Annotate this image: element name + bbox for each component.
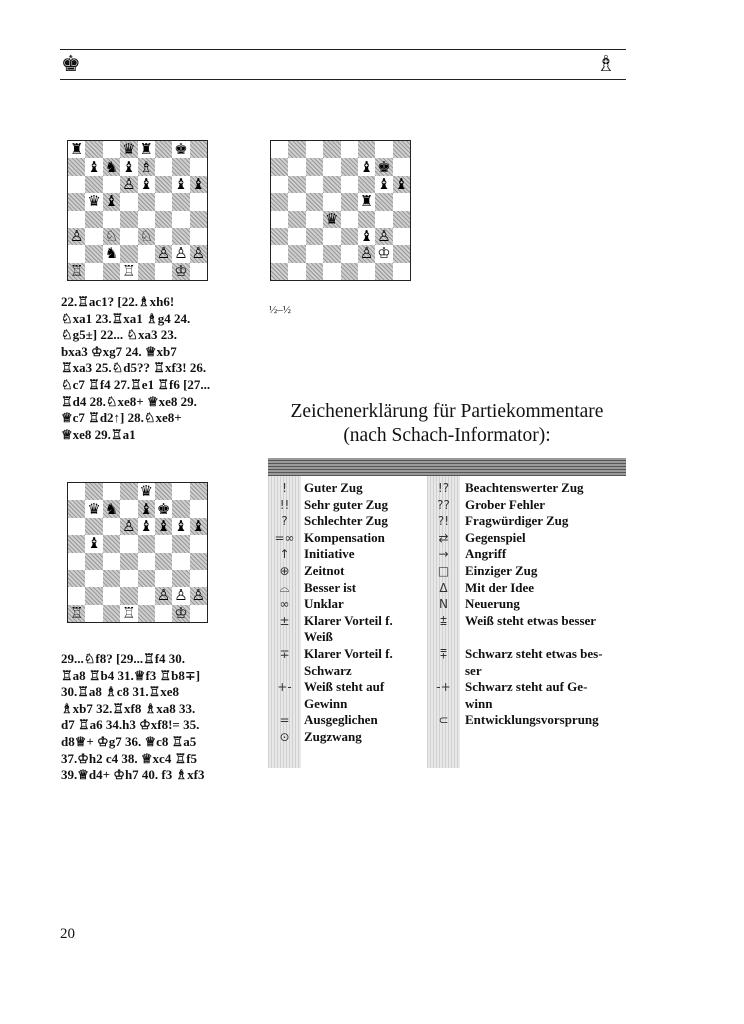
legend-symbol: ⊙ <box>279 730 290 744</box>
board-square: ♘ <box>139 227 153 246</box>
board-square <box>103 587 120 604</box>
board-square <box>103 605 120 622</box>
board-square: ♔ <box>174 261 188 280</box>
legend-symbol: ∓ <box>279 647 290 661</box>
board-square <box>323 228 340 245</box>
symbol-legend <box>268 458 626 768</box>
board-square: ♝ <box>377 174 391 193</box>
board-square <box>68 211 85 228</box>
board-square <box>155 483 172 500</box>
board-square <box>103 553 120 570</box>
board-square: ♙ <box>69 227 84 246</box>
board-square <box>190 500 207 517</box>
page-number: 20 <box>60 926 75 942</box>
legend-label: Sehr guter Zug <box>304 496 389 512</box>
legend-label: Schwarz steht etwas bes- <box>465 646 603 661</box>
game-notation-2 <box>61 651 227 784</box>
board-square <box>68 570 85 587</box>
board-square <box>85 263 102 280</box>
board-square: ♘ <box>104 227 119 246</box>
board-square <box>120 193 137 210</box>
legend-label: Schwarz steht auf Ge- <box>465 679 588 695</box>
board-square <box>138 535 155 552</box>
header-bottom-rule <box>60 79 626 80</box>
legend-label: Angriff <box>465 546 507 562</box>
notation-line: 30.♖a8 ♗c8 31.♖xe8 <box>61 684 180 700</box>
board-square <box>155 605 172 622</box>
chess-diagram-3 <box>67 482 208 623</box>
game-notation-1 <box>61 294 227 443</box>
legend-title-line-1: Zeichenerklärung für Partiekommentare <box>290 401 604 422</box>
board-square <box>306 141 323 158</box>
legend-label: Initiative <box>304 546 355 562</box>
board-square: ♛ <box>325 209 339 228</box>
board-square <box>68 587 85 604</box>
board-square <box>306 158 323 175</box>
board-square <box>103 141 120 158</box>
board-square <box>288 263 305 280</box>
board-square: ♚ <box>377 157 391 176</box>
legend-symbol: ⊕ <box>279 564 290 578</box>
board-square <box>85 570 102 587</box>
legend-label: Klarer Vorteil f. <box>304 612 393 628</box>
board-square: ♝ <box>139 499 153 518</box>
legend-label: Gewinn <box>304 695 348 711</box>
board-square <box>288 176 305 193</box>
board-square <box>103 570 120 587</box>
board-square <box>306 193 323 210</box>
legend-symbol: Δ <box>439 580 448 595</box>
board-square <box>323 193 340 210</box>
board-square <box>358 263 375 280</box>
legend-label: Mit der Idee <box>465 579 535 595</box>
board-square <box>155 141 172 158</box>
board-square: ♛ <box>122 140 136 159</box>
legend-symbol: ∞ <box>279 597 290 612</box>
board-square <box>120 535 137 552</box>
white-bishop-icon: ♗ <box>596 52 616 77</box>
board-square <box>138 211 155 228</box>
board-square <box>190 483 207 500</box>
board-square <box>190 193 207 210</box>
board-square <box>393 245 410 262</box>
board-square: ♝ <box>156 516 171 535</box>
legend-symbol: ?? <box>437 497 450 512</box>
board-square: ♝ <box>359 227 374 246</box>
board-square: ♙ <box>377 227 391 246</box>
board-square <box>271 211 288 228</box>
chess-diagram-2 <box>270 140 411 281</box>
legend-symbol: ? <box>281 514 288 529</box>
board-square <box>138 587 155 604</box>
legend-label: Unklar <box>304 596 344 612</box>
board-square <box>341 141 358 158</box>
board-square <box>323 158 340 175</box>
legend-label: Gegenspiel <box>465 529 526 545</box>
board-square <box>85 141 102 158</box>
legend-symbol: □ <box>437 564 450 578</box>
board-square <box>103 535 120 552</box>
board-square <box>341 263 358 280</box>
board-square: ♞ <box>104 157 119 176</box>
board-square <box>190 605 207 622</box>
board-square: ♚ <box>156 499 171 518</box>
board-square <box>155 158 172 175</box>
legend-label: Einziger Zug <box>465 563 538 578</box>
board-square <box>323 141 340 158</box>
legend-title-line-2: (nach Schach-Informator): <box>343 425 551 446</box>
board-square <box>172 500 189 517</box>
board-square <box>68 553 85 570</box>
board-square <box>85 518 102 535</box>
board-square: ♞ <box>104 244 119 263</box>
legend-label: Zugzwang <box>304 729 362 744</box>
board-square <box>393 193 410 210</box>
legend-label: Kompensation <box>304 529 385 545</box>
board-square <box>138 553 155 570</box>
board-square <box>271 176 288 193</box>
board-square: ♖ <box>122 603 136 622</box>
board-square <box>138 263 155 280</box>
board-square <box>68 483 85 500</box>
board-square <box>375 193 392 210</box>
board-square <box>306 263 323 280</box>
board-square: ♝ <box>174 516 188 535</box>
board-square: ♖ <box>69 261 84 280</box>
board-square <box>103 518 120 535</box>
notation-line: ♖a8 ♖b4 31.♕f3 ♖b8∓] <box>61 667 201 683</box>
legend-symbol: = <box>279 713 290 728</box>
board-square <box>120 570 137 587</box>
board-square <box>172 211 189 228</box>
board-square: ♙ <box>122 174 136 193</box>
board-square <box>103 483 120 500</box>
board-square: ♔ <box>377 244 391 263</box>
board-square <box>375 211 392 228</box>
board-square: ♙ <box>156 244 171 263</box>
legend-header-bar <box>268 458 626 476</box>
legend-label: Ausgeglichen <box>304 712 378 728</box>
board-square <box>341 158 358 175</box>
board-square <box>155 228 172 245</box>
board-square <box>155 211 172 228</box>
board-square <box>120 228 137 245</box>
legend-label: ser <box>465 662 482 678</box>
top-rule <box>60 49 626 50</box>
notation-line: ♕xe8 29.♖a1 <box>61 426 136 442</box>
legend-symbol: ⩱ <box>439 647 447 661</box>
board-square <box>271 158 288 175</box>
board-square <box>341 211 358 228</box>
notation-line: 22.♖ac1? [22.♗xh6! <box>61 294 175 309</box>
board-square <box>120 553 137 570</box>
board-square <box>323 263 340 280</box>
board-square <box>288 158 305 175</box>
legend-symbol: !! <box>279 497 290 512</box>
legend-label: Schwarz <box>304 662 352 678</box>
board-square: ♙ <box>359 244 374 263</box>
board-square: ♝ <box>104 192 119 211</box>
board-square <box>138 245 155 262</box>
board-square: ♝ <box>394 174 409 193</box>
board-square <box>68 158 85 175</box>
legend-label: Weiß <box>304 629 333 645</box>
board-square <box>103 263 120 280</box>
board-square <box>375 141 392 158</box>
board-square <box>172 193 189 210</box>
board-square: ♙ <box>122 516 136 535</box>
board-square <box>190 263 207 280</box>
board-square <box>120 500 137 517</box>
board-square: ♜ <box>69 140 84 159</box>
board-square <box>68 518 85 535</box>
board-square: ♝ <box>174 174 188 193</box>
legend-symbol: ⇄ <box>438 530 449 545</box>
game-result: ½–½ <box>269 304 291 316</box>
legend-symbol: -+ <box>436 680 451 695</box>
board-square <box>103 176 120 193</box>
board-square: ♝ <box>87 157 101 176</box>
board-square: ♙ <box>174 244 188 263</box>
legend-symbol: +- <box>277 680 292 695</box>
legend-symbol: ± <box>279 613 290 628</box>
board-square <box>271 193 288 210</box>
board-square <box>288 245 305 262</box>
legend-label: Neuerung <box>465 596 520 612</box>
legend-symbol: ↑ <box>279 547 290 562</box>
board-square <box>172 158 189 175</box>
legend-label: Guter Zug <box>304 480 363 495</box>
board-square <box>358 141 375 158</box>
board-square <box>120 483 137 500</box>
notation-line: ♘g5±] 22... ♘xa3 23. <box>61 327 178 343</box>
board-square <box>155 553 172 570</box>
board-square <box>155 176 172 193</box>
board-square <box>68 193 85 210</box>
board-square <box>172 553 189 570</box>
board-square <box>393 141 410 158</box>
notation-line: 29...♘f8? [29...♖f4 30. <box>61 651 186 666</box>
notation-line: bxa3 ♔xg7 24. ♕xb7 <box>61 343 177 359</box>
board-square <box>85 605 102 622</box>
legend-label: Weiß steht auf <box>304 679 385 695</box>
notation-line: ♘c7 ♖f4 27.♖e1 ♖f6 [27... <box>61 376 211 392</box>
board-square: ♝ <box>87 534 101 553</box>
board-square <box>85 245 102 262</box>
board-square <box>68 500 85 517</box>
legend-label: Weiß steht etwas besser <box>465 612 597 628</box>
board-square <box>341 228 358 245</box>
legend-label: Entwicklungsvorsprung <box>465 712 599 728</box>
board-square <box>138 193 155 210</box>
board-square <box>190 553 207 570</box>
board-square <box>341 176 358 193</box>
board-square: ♙ <box>191 244 206 263</box>
board-square <box>172 535 189 552</box>
board-square <box>190 570 207 587</box>
board-square <box>306 228 323 245</box>
board-square <box>190 158 207 175</box>
board-square <box>85 228 102 245</box>
board-square: ♝ <box>191 174 206 193</box>
legend-symbol: ⌓ <box>279 580 290 595</box>
board-square: ♛ <box>87 499 101 518</box>
board-square <box>306 245 323 262</box>
board-square <box>271 228 288 245</box>
board-square <box>155 193 172 210</box>
board-square <box>138 570 155 587</box>
notation-line: ♖xa3 25.♘d5?? ♖xf3! 26. <box>61 360 207 376</box>
board-square: ♝ <box>359 157 374 176</box>
legend-symbol: ?! <box>437 514 450 529</box>
board-square <box>393 158 410 175</box>
board-square <box>288 141 305 158</box>
board-square: ♖ <box>69 603 84 622</box>
legend-symbol: → <box>438 547 449 562</box>
board-square <box>358 211 375 228</box>
board-square <box>68 176 85 193</box>
board-square <box>120 211 137 228</box>
black-king-icon: ♚ <box>61 52 81 77</box>
board-square: ♝ <box>122 157 136 176</box>
notation-line: ♖d4 28.♘xe8+ ♕xe8 29. <box>61 393 197 409</box>
legend-label: Grober Fehler <box>465 496 546 512</box>
legend-label: Zeitnot <box>304 563 345 578</box>
board-square <box>155 535 172 552</box>
board-square: ♔ <box>174 603 188 622</box>
legend-symbol: !? <box>437 481 450 495</box>
board-square <box>68 535 85 552</box>
board-square <box>85 553 102 570</box>
board-square: ♙ <box>174 586 188 605</box>
board-square <box>358 176 375 193</box>
board-square <box>155 570 172 587</box>
board-square <box>190 535 207 552</box>
chess-diagram-1 <box>67 140 208 281</box>
board-square <box>323 245 340 262</box>
board-square: ♛ <box>139 482 153 501</box>
board-square <box>138 605 155 622</box>
board-square: ♝ <box>139 516 153 535</box>
notation-line: ♗xb7 32.♖xf8 ♗xa8 33. <box>61 700 196 716</box>
board-square <box>85 211 102 228</box>
board-square <box>120 587 137 604</box>
board-square <box>103 211 120 228</box>
board-square: ♛ <box>87 192 101 211</box>
legend-label: Klarer Vorteil f. <box>304 646 393 661</box>
board-square <box>85 483 102 500</box>
notation-line: ♘xa1 23.♖xa1 ♗g4 24. <box>61 310 191 326</box>
board-square: ♝ <box>139 174 153 193</box>
board-square <box>190 228 207 245</box>
board-square <box>172 228 189 245</box>
notation-line: d7 ♖a6 34.h3 ♔xf8!= 35. <box>61 717 200 733</box>
board-square <box>375 263 392 280</box>
board-square <box>393 228 410 245</box>
board-square <box>341 245 358 262</box>
legend-label: Besser ist <box>304 579 357 595</box>
notation-line: 39.♕d4+ ♔h7 40. f3 ♗xf3 <box>61 767 205 783</box>
board-square <box>323 176 340 193</box>
board-square <box>155 263 172 280</box>
legend-symbol: ! <box>282 481 287 495</box>
board-square <box>306 176 323 193</box>
legend-symbol: ⩲ <box>439 613 447 628</box>
notation-line: d8♕+ ♔g7 36. ♕c8 ♖a5 <box>61 733 197 749</box>
legend-label: Fragwürdiger Zug <box>465 513 569 529</box>
board-square: ♜ <box>359 192 374 211</box>
board-square <box>120 245 137 262</box>
legend-label: Schlechter Zug <box>304 513 388 529</box>
legend-label: winn <box>465 695 493 711</box>
legend-label: Beachtenswerter Zug <box>465 480 584 495</box>
board-square <box>341 193 358 210</box>
board-square <box>306 211 323 228</box>
board-square <box>85 587 102 604</box>
board-square <box>288 211 305 228</box>
legend-symbol: N <box>439 597 448 612</box>
board-square <box>393 263 410 280</box>
board-square: ♙ <box>191 586 206 605</box>
board-square <box>271 141 288 158</box>
board-square <box>288 193 305 210</box>
board-square: ♙ <box>156 586 171 605</box>
board-square <box>172 570 189 587</box>
board-square: ♚ <box>174 140 188 159</box>
board-square <box>190 141 207 158</box>
notation-line: 37.♔h2 c4 38. ♕xc4 ♖f5 <box>61 750 198 766</box>
legend-symbol: ⊂ <box>438 713 449 728</box>
board-square <box>393 211 410 228</box>
notation-line: ♕c7 ♖d2↑] 28.♘xe8+ <box>61 410 182 426</box>
board-square: ♝ <box>191 516 206 535</box>
board-square <box>271 245 288 262</box>
board-square: ♖ <box>122 261 136 280</box>
legend-symbol: =∞ <box>274 530 295 545</box>
board-square: ♗ <box>139 157 153 176</box>
board-square <box>288 228 305 245</box>
board-square <box>85 176 102 193</box>
board-square <box>271 263 288 280</box>
board-square <box>190 211 207 228</box>
board-square: ♞ <box>104 499 119 518</box>
board-square <box>172 483 189 500</box>
board-square <box>68 245 85 262</box>
board-square: ♜ <box>139 140 153 159</box>
